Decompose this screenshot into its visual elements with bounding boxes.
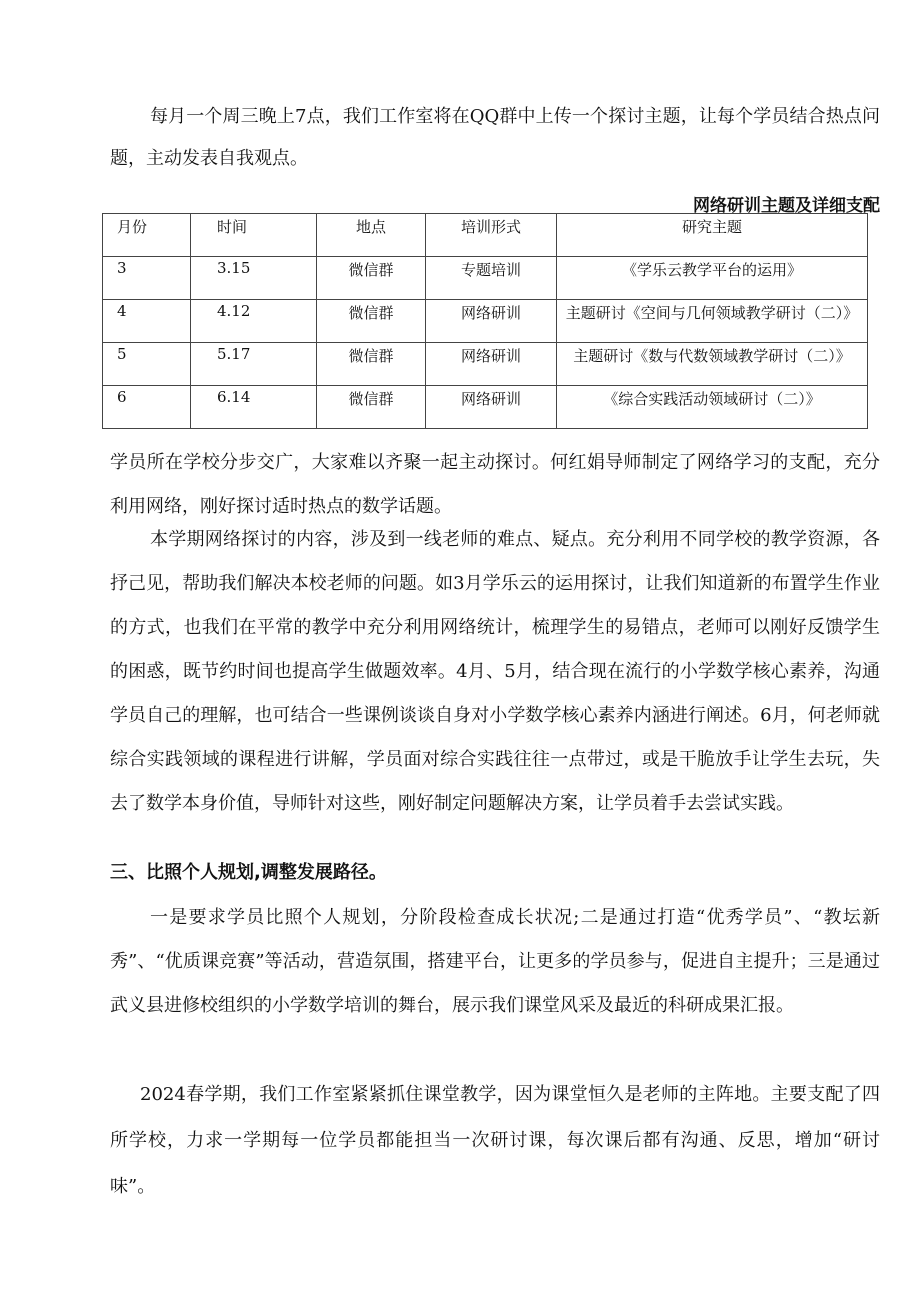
table-row bbox=[103, 300, 868, 343]
cell-month: 4 bbox=[103, 300, 191, 343]
table-header-row bbox=[103, 214, 868, 257]
table-row bbox=[103, 257, 868, 300]
cell-month: 6 bbox=[103, 386, 191, 429]
cell-date: 4.12 bbox=[191, 300, 317, 343]
cell-topic: 《综合实践活动领域研讨（二）》 bbox=[557, 386, 868, 429]
cell-date: 3.15 bbox=[191, 257, 317, 300]
header-format: 培训形式 bbox=[426, 214, 557, 257]
training-schedule-table bbox=[102, 213, 868, 429]
cell-topic: 主题研讨《数与代数领域教学研讨（二）》 bbox=[557, 343, 868, 386]
paragraph-plan: 一是要求学员比照个人规划，分阶段检查成长状况;二是通过打造“优秀学员”、“教坛新秀”、“优质课竞赛”等活动，营造氛围，搭建平台，让更多的学员参与，促进自主提升；三是通过武义县进修校组织的小学数学培训的舞台，展示我们课堂风采及最近的科研成果汇报。 bbox=[110, 907, 880, 1016]
cell-topic: 《学乐云教学平台的运用》 bbox=[557, 257, 868, 300]
paragraph-spring: 2024春学期，我们工作室紧紧抓住课堂教学，因为课堂恒久是老师的主阵地。主要支配了四所学校，力求一学期每一位学员都能担当一次研讨课，每次课后都有沟通、反思，增加“研讨味”。 bbox=[110, 1084, 880, 1197]
paragraph-content: 本学期网络探讨的内容，涉及到一线老师的难点、疑点。充分利用不同学校的教学资源，各抒己见，帮助我们解决本校老师的问题。如3月学乐云的运用探讨，让我们知道新的布置学生作业的方式，也我们在平常的教学中充分利用网络统计，梳理学生的易错点，老师可以刚好反馈学生的困惑，既节约时间也提高学生做题效率。4月、5月，结合现在流行的小学数学核心素养，沟通学员自己的理解，也可结合一些课例谈谈自身对小学数学核心素养内涵进行阐述。6月，何老师就综合实践领域的课程进行讲解，学员面对综合实践往往一点带过，或是干脆放手让学生去玩，失去了数学本身价值，导师针对这些，刚好制定问题解决方案，让学员着手去尝试实践。 bbox=[110, 529, 880, 814]
cell-topic: 主题研讨《空间与几何领域教学研讨（二）》 bbox=[557, 300, 868, 343]
table-caption: 网络研训主题及详细支配 bbox=[693, 196, 880, 216]
cell-format: 专题培训 bbox=[426, 257, 557, 300]
header-topic: 研究主题 bbox=[557, 214, 868, 257]
section-heading: 三、比照个人规划,调整发展路径。 bbox=[110, 862, 387, 883]
cell-format: 网络研训 bbox=[426, 343, 557, 386]
header-location: 地点 bbox=[317, 214, 426, 257]
table-row bbox=[103, 343, 868, 386]
cell-format: 网络研训 bbox=[426, 386, 557, 429]
cell-date: 6.14 bbox=[191, 386, 317, 429]
paragraph-after-table: 学员所在学校分步交广，大家难以齐聚一起主动探讨。何红娟导师制定了网络学习的支配，充分利用网络，刚好探讨适时热点的数学话题。 bbox=[110, 452, 880, 517]
cell-location: 微信群 bbox=[317, 343, 426, 386]
cell-location: 微信群 bbox=[317, 300, 426, 343]
table-row bbox=[103, 386, 868, 429]
header-date: 时间 bbox=[191, 214, 317, 257]
cell-location: 微信群 bbox=[317, 386, 426, 429]
intro-paragraph: 每月一个周三晚上7点，我们工作室将在QQ群中上传一个探讨主题，让每个学员结合热点问题，主动发表自我观点。 bbox=[110, 106, 880, 169]
cell-format: 网络研训 bbox=[426, 300, 557, 343]
header-month: 月份 bbox=[103, 214, 191, 257]
cell-month: 3 bbox=[103, 257, 191, 300]
cell-month: 5 bbox=[103, 343, 191, 386]
cell-location: 微信群 bbox=[317, 257, 426, 300]
cell-date: 5.17 bbox=[191, 343, 317, 386]
